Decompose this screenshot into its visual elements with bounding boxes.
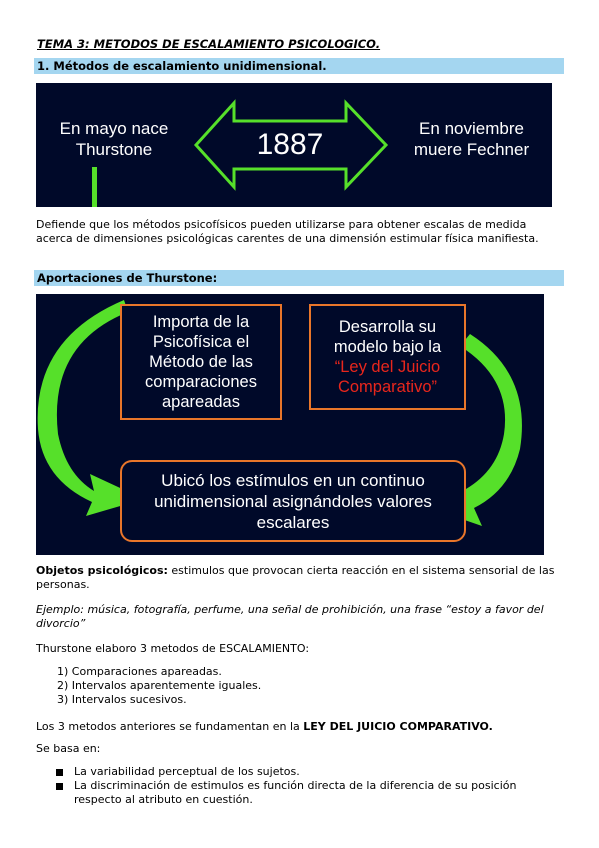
fundamento-text: Los 3 metodos anteriores se fundamentan en la [36, 720, 304, 733]
box-importa-line: Psicofísica el [152, 333, 250, 351]
list-item: La variabilidad perceptual de los sujetos. [74, 765, 564, 779]
birth-line-1: En mayo nace [59, 119, 169, 138]
box-importa-line: Método de las [149, 353, 253, 371]
bullet-list [74, 765, 564, 807]
objetos-label: Objetos psicológicos: [36, 564, 168, 577]
list-item: 1) Comparaciones apareadas. [57, 665, 222, 678]
list-item: La discriminación de estimulos es función directa de la diferencia de su posición respecto al atributo en cuestión. [74, 779, 564, 807]
document-title: TEMA 3: METODOS DE ESCALAMIENTO PSICOLOGICO. [37, 37, 381, 51]
birth-text [36, 118, 192, 160]
methods-list [57, 665, 261, 707]
box-ubico-line: unidimensional asignándoles valores [154, 491, 432, 511]
se-basa-line: Se basa en: [36, 742, 101, 755]
ejemplo-paragraph: Ejemplo: música, fotografía, perfume, una señal de prohibición, una frase “estoy a favor del divorcio” [36, 603, 544, 630]
box-importa-line: Importa de la [152, 313, 250, 331]
list-item: 2) Intervalos aparentemente iguales. [57, 679, 262, 692]
box-desarrolla-line: Desarrolla su [338, 318, 437, 336]
aportaciones-diagram [36, 294, 544, 555]
death-text [391, 118, 552, 160]
box-importa-line: apareadas [162, 393, 240, 411]
death-line-2: muere Fechner [413, 140, 530, 159]
timeline-banner [36, 83, 552, 207]
ley-juicio-text: “Ley del Juicio [334, 358, 441, 376]
intro-paragraph: Defiende que los métodos psicofísicos pueden utilizarse para obtener escalas de medida acerca de dimensiones psicológicas carentes de una dimensión estimular física manifiesta. [36, 218, 539, 245]
birth-line-2: Thurstone [75, 140, 153, 159]
section-heading-aportaciones: Aportaciones de Thurstone: [34, 270, 564, 286]
box-ubico [120, 460, 466, 542]
thurstone-line: Thurstone elaboro 3 metodos de ESCALAMIENTO: [36, 642, 310, 655]
death-line-1: En noviembre [419, 119, 524, 138]
box-importa [120, 304, 282, 420]
objetos-text: estimulos que provocan cierta reacción en el sistema sensorial de las personas. [36, 564, 555, 591]
fundamento-paragraph [36, 720, 566, 734]
list-item: 3) Intervalos sucesivos. [57, 693, 187, 706]
box-desarrolla [309, 304, 466, 410]
box-desarrolla-line: modelo bajo la [333, 338, 442, 356]
ley-juicio-text: Comparativo” [337, 378, 438, 396]
box-ubico-line: escalares [256, 512, 330, 532]
box-ubico-line: Ubicó los estímulos en un continuo [161, 470, 425, 490]
objetos-paragraph [36, 564, 566, 592]
section-heading-unidimensional: 1. Métodos de escalamiento unidimensional. [34, 58, 564, 74]
year-label: 1887 [256, 128, 324, 161]
ley-juicio-bold: LEY DEL JUICIO COMPARATIVO. [303, 720, 493, 733]
box-importa-line: comparaciones [145, 373, 257, 391]
